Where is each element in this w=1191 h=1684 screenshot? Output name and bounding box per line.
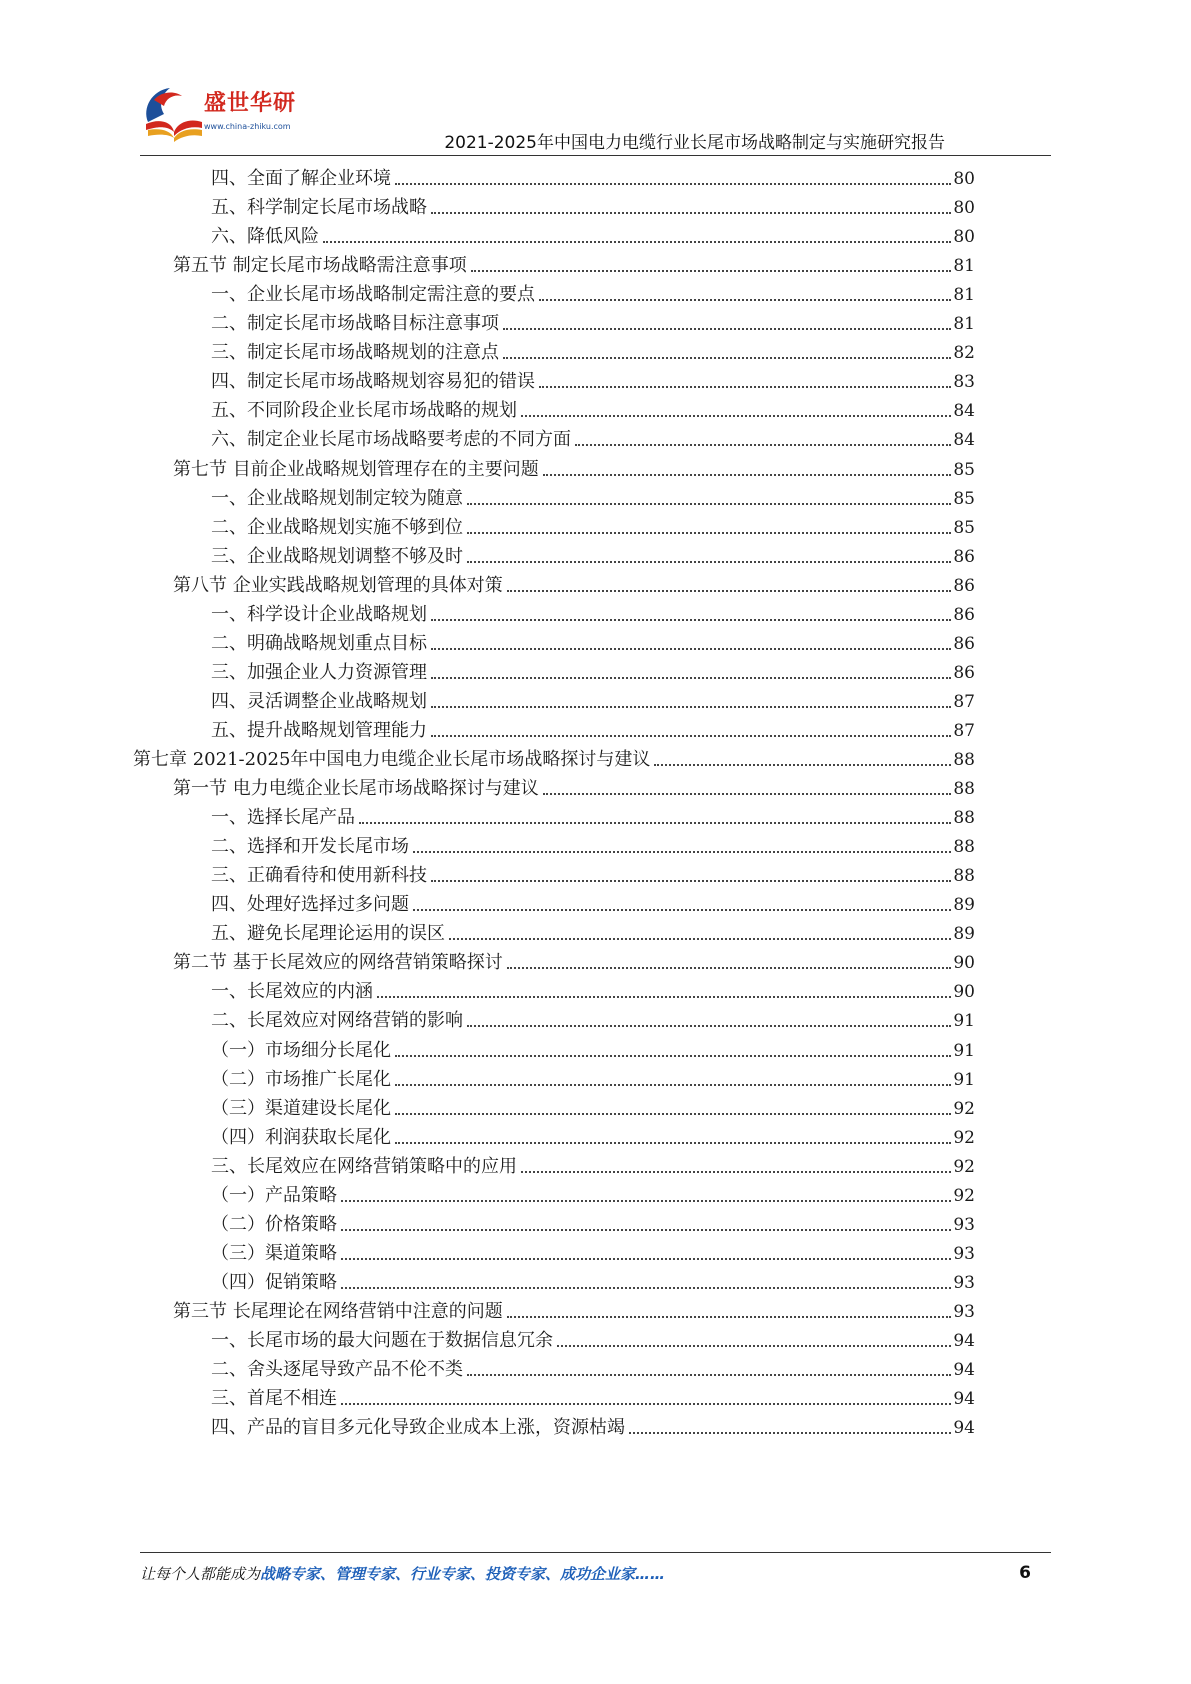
toc-entry-page: 91 — [953, 1069, 975, 1090]
toc-entry-page: 91 — [953, 1011, 975, 1032]
toc-entry-page: 83 — [953, 372, 975, 393]
toc-entry[interactable] — [211, 654, 975, 684]
toc-dot-leader — [467, 503, 951, 505]
toc-entry[interactable] — [211, 509, 975, 539]
toc-entry-page: 92 — [953, 1098, 975, 1119]
toc-entry[interactable] — [211, 1090, 975, 1120]
toc-entry-page: 85 — [953, 459, 975, 480]
toc-dot-leader — [431, 648, 951, 650]
page-header — [0, 0, 1191, 160]
toc-entry[interactable] — [173, 1293, 975, 1323]
toc-entry-title: 一、长尾市场的最大问题在于数据信息冗余 — [211, 1330, 553, 1351]
toc-entry[interactable] — [211, 334, 975, 364]
toc-entry-title: 四、处理好选择过多问题 — [211, 894, 409, 916]
toc-entry-title: 二、长尾效应对网络营销的影响 — [211, 1010, 463, 1032]
toc-entry[interactable] — [211, 1002, 975, 1032]
toc-entry-title: 三、正确看待和使用新科技 — [211, 865, 427, 887]
toc-entry[interactable] — [211, 1409, 975, 1439]
company-logo — [140, 82, 320, 146]
toc-entry-page: 89 — [953, 924, 975, 945]
toc-entry-page: 94 — [953, 1331, 975, 1351]
toc-entry-title: 第二节 基于长尾效应的网络营销策略探讨 — [173, 952, 503, 974]
toc-entry-page: 94 — [953, 1360, 975, 1381]
toc-entry[interactable] — [211, 421, 975, 451]
toc-dot-leader — [467, 1025, 951, 1027]
toc-entry-title: 三、制定长尾市场战略规划的注意点 — [211, 342, 499, 364]
toc-entry-title: （四）利润获取长尾化 — [211, 1126, 391, 1148]
toc-dot-leader — [395, 1142, 951, 1144]
toc-dot-leader — [507, 967, 952, 969]
toc-entry-page: 88 — [953, 750, 975, 770]
toc-entry-title: （三）渠道策略 — [211, 1242, 337, 1264]
toc-dot-leader — [543, 793, 952, 795]
toc-entry-title: （二）价格策略 — [211, 1213, 337, 1235]
toc-entry-title: 二、企业战略规划实施不够到位 — [211, 516, 463, 538]
toc-entry-page: 87 — [953, 691, 975, 712]
toc-dot-leader — [654, 764, 951, 766]
toc-dot-leader — [341, 1403, 951, 1405]
toc-dot-leader — [431, 619, 951, 621]
toc-entry[interactable] — [211, 538, 975, 568]
toc-entry-page: 84 — [953, 430, 975, 451]
toc-entry[interactable] — [211, 189, 975, 219]
toc-dot-leader — [629, 1432, 951, 1434]
toc-dot-leader — [449, 938, 951, 940]
toc-entry-page: 92 — [953, 1156, 975, 1177]
toc-dot-leader — [431, 212, 951, 214]
toc-entry-title: 二、选择和开发长尾市场 — [211, 836, 409, 858]
toc-entry[interactable] — [173, 770, 975, 800]
toc-dot-leader — [323, 241, 951, 243]
toc-entry-title: （四）促销策略 — [211, 1271, 337, 1293]
toc-entry-title: 二、制定长尾市场战略目标注意事项 — [211, 313, 499, 335]
toc-entry-title: 第七章 2021-2025年中国电力电缆企业长尾市场战略探讨与建议 — [133, 749, 651, 770]
toc-entry-page: 87 — [953, 720, 975, 741]
toc-entry-title: 第一节 电力电缆企业长尾市场战略探讨与建议 — [173, 778, 539, 800]
toc-entry-title: 五、不同阶段企业长尾市场战略的规划 — [211, 400, 517, 422]
toc-entry-title: 五、科学制定长尾市场战略 — [211, 197, 427, 219]
toc-entry[interactable] — [211, 683, 975, 713]
toc-entry-title: 五、提升战略规划管理能力 — [211, 719, 427, 741]
toc-entry-title: 三、长尾效应在网络营销策略中的应用 — [211, 1155, 517, 1177]
toc-dot-leader — [431, 706, 951, 708]
toc-entry[interactable] — [211, 799, 975, 829]
toc-entry-title: 第三节 长尾理论在网络营销中注意的问题 — [173, 1300, 503, 1322]
toc-entry-title: 四、产品的盲目多元化导致企业成本上涨，资源枯竭 — [211, 1417, 625, 1439]
toc-entry-page: 92 — [953, 1185, 975, 1206]
toc-entry-title: （三）渠道建设长尾化 — [211, 1097, 391, 1119]
header-divider — [140, 155, 1051, 156]
toc-dot-leader — [467, 532, 951, 534]
toc-entry-title: 第七节 目前企业战略规划管理存在的主要问题 — [173, 458, 539, 480]
toc-entry[interactable] — [211, 1351, 975, 1381]
toc-entry[interactable] — [211, 1119, 975, 1149]
toc-dot-leader — [507, 1316, 952, 1318]
toc-entry-page: 94 — [953, 1389, 975, 1410]
toc-entry[interactable] — [211, 480, 975, 510]
toc-entry-title: 一、企业战略规划制定较为随意 — [211, 487, 463, 509]
toc-dot-leader — [539, 299, 951, 301]
toc-dot-leader — [395, 183, 951, 185]
toc-entry[interactable] — [211, 1380, 975, 1410]
footer-slogan-roles: 战略专家、管理专家、行业专家、投资专家、成功企业家…… — [260, 1565, 666, 1583]
toc-entry-page: 82 — [953, 343, 975, 364]
toc-entry-page: 88 — [953, 808, 975, 829]
toc-entry-page: 85 — [953, 517, 975, 538]
toc-dot-leader — [431, 735, 951, 737]
toc-entry[interactable] — [211, 1322, 975, 1352]
toc-entry[interactable] — [211, 828, 975, 858]
toc-entry[interactable] — [211, 392, 975, 422]
toc-entry-page: 89 — [953, 895, 975, 916]
toc-entry[interactable] — [211, 1206, 975, 1236]
toc-entry-title: 一、长尾效应的内涵 — [211, 981, 373, 1003]
toc-entry-page: 88 — [953, 779, 975, 800]
toc-entry-page: 81 — [953, 256, 975, 277]
toc-entry[interactable] — [173, 567, 975, 597]
toc-entry-title: 六、降低风险 — [211, 226, 319, 248]
toc-dot-leader — [341, 1258, 951, 1260]
toc-dot-leader — [341, 1200, 951, 1202]
toc-dot-leader — [467, 1374, 951, 1376]
page-footer — [140, 1563, 1051, 1587]
toc-entry-title: 一、选择长尾产品 — [211, 807, 355, 829]
toc-dot-leader — [539, 386, 951, 388]
toc-entry-page: 93 — [953, 1301, 975, 1322]
toc-entry-title: 六、制定企业长尾市场战略要考虑的不同方面 — [211, 429, 571, 451]
toc-entry-page: 86 — [953, 633, 975, 654]
toc-dot-leader — [395, 1084, 951, 1086]
toc-dot-leader — [377, 996, 951, 998]
toc-entry[interactable] — [211, 712, 975, 742]
toc-entry-title: 一、科学设计企业战略规划 — [211, 603, 427, 625]
toc-entry[interactable] — [211, 973, 975, 1003]
toc-entry[interactable] — [133, 741, 975, 771]
toc-dot-leader — [431, 880, 951, 882]
toc-entry-page: 94 — [953, 1418, 975, 1439]
toc-entry[interactable] — [211, 363, 975, 393]
toc-entry-title: （一）产品策略 — [211, 1184, 337, 1206]
toc-entry-page: 88 — [953, 837, 975, 858]
toc-entry-page: 88 — [953, 866, 975, 887]
toc-entry-title: 四、全面了解企业环境 — [211, 168, 391, 189]
footer-slogan-lead: 让每个人都能成为 — [140, 1565, 261, 1583]
toc-entry-page: 81 — [953, 314, 975, 335]
page-number: 6 — [1019, 1563, 1031, 1583]
toc-entry[interactable] — [211, 915, 975, 945]
toc-dot-leader — [467, 561, 951, 563]
toc-dot-leader — [413, 851, 951, 853]
toc-entry[interactable] — [211, 1061, 975, 1091]
toc-dot-leader — [503, 328, 951, 330]
toc-dot-leader — [521, 415, 951, 417]
toc-entry-page: 93 — [953, 1272, 975, 1293]
toc-entry[interactable] — [211, 305, 975, 335]
toc-entry[interactable] — [211, 1032, 975, 1062]
toc-entry[interactable] — [211, 1235, 975, 1265]
toc-dot-leader — [395, 1113, 951, 1115]
toc-dot-leader — [341, 1287, 951, 1289]
toc-entry-title: （一）市场细分长尾化 — [211, 1039, 391, 1061]
toc-dot-leader — [431, 677, 951, 679]
toc-entry-page: 84 — [953, 401, 975, 422]
toc-entry-title: 第八节 企业实践战略规划管理的具体对策 — [173, 574, 503, 596]
toc-entry-page: 86 — [953, 662, 975, 683]
toc-entry-page: 90 — [953, 953, 975, 974]
toc-dot-leader — [575, 444, 951, 446]
toc-entry[interactable] — [211, 218, 975, 248]
toc-entry-title: 四、制定长尾市场战略规划容易犯的错误 — [211, 371, 535, 393]
toc-entry[interactable] — [173, 451, 975, 481]
logo-name: 盛世华研 — [204, 91, 297, 116]
toc-entry-page: 86 — [953, 604, 975, 625]
toc-entry[interactable] — [211, 276, 975, 306]
toc-entry-page: 93 — [953, 1214, 975, 1235]
toc-entry-page: 92 — [953, 1127, 975, 1148]
toc-entry-title: 二、明确战略规划重点目标 — [211, 632, 427, 654]
toc-entry-title: （二）市场推广长尾化 — [211, 1068, 391, 1090]
toc-entry-page: 85 — [953, 488, 975, 509]
toc-entry-title: 第五节 制定长尾市场战略需注意事项 — [173, 255, 467, 277]
toc-dot-leader — [413, 909, 951, 911]
toc-entry-title: 一、企业长尾市场战略制定需注意的要点 — [211, 284, 535, 306]
toc-dot-leader — [395, 1055, 951, 1057]
toc-dot-leader — [543, 474, 952, 476]
toc-entry-page: 91 — [953, 1040, 975, 1061]
toc-entry-page: 90 — [953, 982, 975, 1003]
toc-entry-page: 86 — [953, 575, 975, 596]
toc-entry-title: 三、首尾不相连 — [211, 1388, 337, 1410]
footer-divider — [140, 1552, 1051, 1553]
toc-entry-title: 五、避免长尾理论运用的误区 — [211, 923, 445, 945]
toc-entry[interactable] — [211, 1264, 975, 1294]
toc-entry[interactable] — [211, 160, 975, 190]
toc-entry[interactable] — [211, 625, 975, 655]
toc-dot-leader — [471, 270, 952, 272]
toc-entry-title: 三、加强企业人力资源管理 — [211, 661, 427, 683]
toc-entry-page: 80 — [953, 198, 975, 219]
toc-entry-title: 四、灵活调整企业战略规划 — [211, 690, 427, 712]
toc-entry-page: 80 — [953, 169, 975, 189]
toc-entry-title: 三、企业战略规划调整不够及时 — [211, 545, 463, 567]
toc-entry[interactable] — [211, 1148, 975, 1178]
logo-book-icon — [140, 82, 204, 144]
logo-url: www.china-zhiku.com — [204, 122, 291, 131]
toc-entry[interactable] — [211, 886, 975, 916]
toc-dot-leader — [341, 1229, 951, 1231]
toc-entry[interactable] — [173, 247, 975, 277]
toc-entry[interactable] — [173, 944, 975, 974]
toc-entry[interactable] — [211, 596, 975, 626]
toc-entry-title: 二、舍头逐尾导致产品不伦不类 — [211, 1359, 463, 1381]
toc-dot-leader — [359, 822, 951, 824]
toc-dot-leader — [507, 590, 952, 592]
toc-entry[interactable] — [211, 1177, 975, 1207]
toc-entry-page: 86 — [953, 546, 975, 567]
toc-entry[interactable] — [211, 857, 975, 887]
toc-dot-leader — [503, 357, 951, 359]
toc-entry-page: 93 — [953, 1243, 975, 1264]
toc-entry-page: 81 — [953, 285, 975, 306]
toc-entry-page: 80 — [953, 227, 975, 248]
toc-dot-leader — [521, 1171, 951, 1173]
toc-dot-leader — [557, 1345, 951, 1347]
report-title: 2021-2025年中国电力电缆行业长尾市场战略制定与实施研究报告 — [444, 133, 945, 153]
